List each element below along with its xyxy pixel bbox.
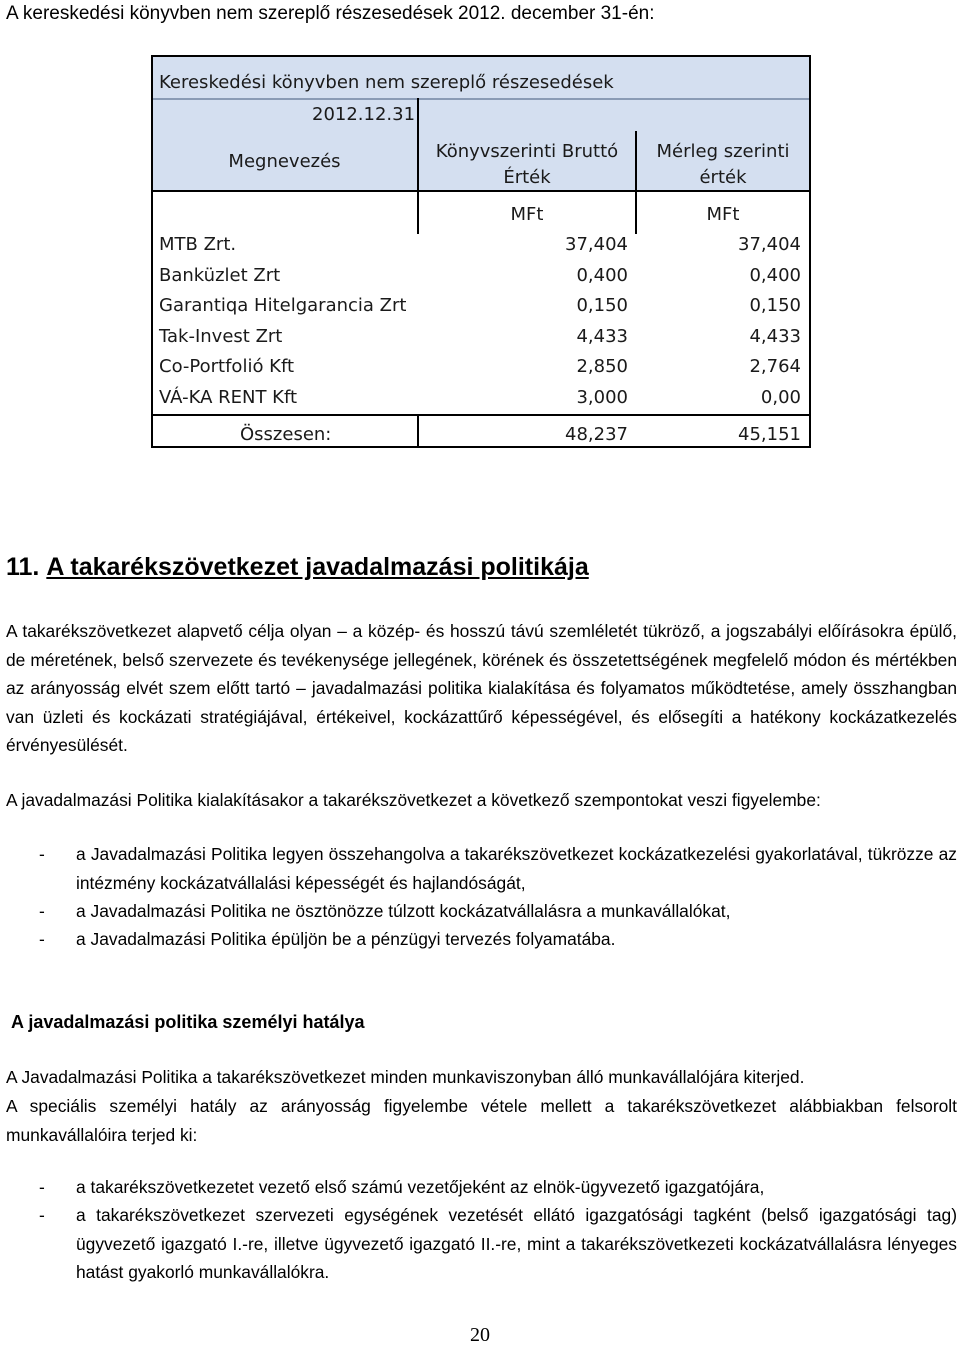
row-balance-value: 37,404 [738,234,801,255]
row-name: VÁ-KA RENT Kft [159,387,298,408]
paragraph: A javadalmazási Politika kialakításakor a takarékszövetkezet a következő szempontokat veszi figyelembe: [6,790,821,810]
subheading: A javadalmazási politika személyi hatálya [11,1012,365,1032]
column-header-book-line2: Érték [503,167,551,188]
page-number: 20 [470,1324,490,1346]
list-item [6,840,957,897]
list-item-text: a takarékszövetkezetet vezető első számú vezetőjeként az elnök-ügyvezető igazgatójára, [76,1177,765,1197]
list-item [6,1173,957,1202]
row-book-value: 0,400 [576,265,628,286]
list-item [6,925,957,954]
table-line [153,414,809,416]
section-heading [6,552,589,582]
bullet-dash: - [39,929,45,949]
total-book-value: 48,237 [565,424,628,445]
row-book-value: 3,000 [576,387,628,408]
bullet-dash: - [39,1177,45,1197]
column-header-balance-line2: érték [699,167,747,188]
section-number: 11. [6,553,40,581]
row-name: Co-Portfolió Kft [159,356,295,377]
total-label: Összesen: [240,424,332,445]
row-name: MTB Zrt. [159,234,237,255]
paragraph: A speciális személyi hatály az arányosság figyelembe vétele mellett a takarékszövetkezet alábbiakban felsorolt munkavállalóira terjed ki: [6,1096,957,1145]
row-book-value: 0,150 [576,295,628,316]
intro-text: A kereskedési könyvben nem szereplő részesedések 2012. december 31-én: [6,3,655,24]
list-item [6,897,957,926]
row-name: Garantiqa Hitelgarancia Zrt [159,295,407,316]
row-balance-value: 0,00 [760,387,801,408]
unit-book: MFt [510,204,544,225]
row-balance-value: 4,433 [749,326,801,347]
paragraph: A takarékszövetkezet alapvető célja olyan – a közép- és hosszú távú szemléletét tükröző, a jogszabályi előírásokra épülő, de méretének, belső szervezete és tevékenysége jellegének, körének és összetettségének megfelelő módon és mértékben az arányosság elvét szem előtt tartó – javadalmazási politika kialakítása és folyamatos működtetése, amely összhangban van üzleti és kockázati stratégiájával, értékeivel, kockázattűrő képességével, és elősegíti a hatékony kockázatkezelés érvényesülését. [6,621,957,755]
total-balance-value: 45,151 [738,424,801,445]
row-balance-value: 0,400 [749,265,801,286]
list-item-text: a takarékszövetkezet szervezeti egységének vezetését ellátó igazgatósági tagként (belső igazgatósági tag) ügyvezető igazgató I.-re, illetve ügyvezető igazgató II.-re, mint a takarékszövetkezeti kockázatvállalásra lényeges hatást gyakorló munkavállalókra. [76,1205,957,1282]
row-balance-value: 0,150 [749,295,801,316]
table-date: 2012.12.31 [312,104,416,125]
row-book-value: 4,433 [576,326,628,347]
row-book-value: 2,850 [576,356,628,377]
list-item-text: a Javadalmazási Politika legyen összehangolva a takarékszövetkezet kockázatkezelési gyakorlatával, tükrözze az intézmény kockázatvállalási képességét és hajlandóságát, [76,844,957,893]
bullet-dash: - [39,1205,45,1225]
column-header-book-line1: Könyvszerinti Bruttó [435,141,619,162]
row-name: Tak-Invest Zrt [159,326,283,347]
row-balance-value: 2,764 [749,356,801,377]
row-name: Banküzlet Zrt [159,265,281,286]
list-item [6,1201,957,1287]
table-title: Kereskedési könyvben nem szereplő részesedések [159,72,614,93]
list-item-text: a Javadalmazási Politika épüljön be a pénzügyi tervezés folyamatába. [76,929,616,949]
list-item-text: a Javadalmazási Politika ne ösztönözze túlzott kockázatvállalásra a munkavállalókat, [76,901,731,921]
paragraph: A Javadalmazási Politika a takarékszövetkezet minden munkaviszonyban álló munkavállalójára kiterjed. [6,1067,805,1087]
row-book-value: 37,404 [565,234,628,255]
table-line [153,190,809,192]
column-header-name: Megnevezés [228,151,341,172]
unit-balance: MFt [706,204,740,225]
column-header-balance-line1: Mérleg szerinti [656,141,790,162]
section-title: A takarékszövetkezet javadalmazási politikája [46,553,589,581]
table-line [153,98,809,100]
bullet-dash: - [39,844,45,864]
bullet-dash: - [39,901,45,921]
